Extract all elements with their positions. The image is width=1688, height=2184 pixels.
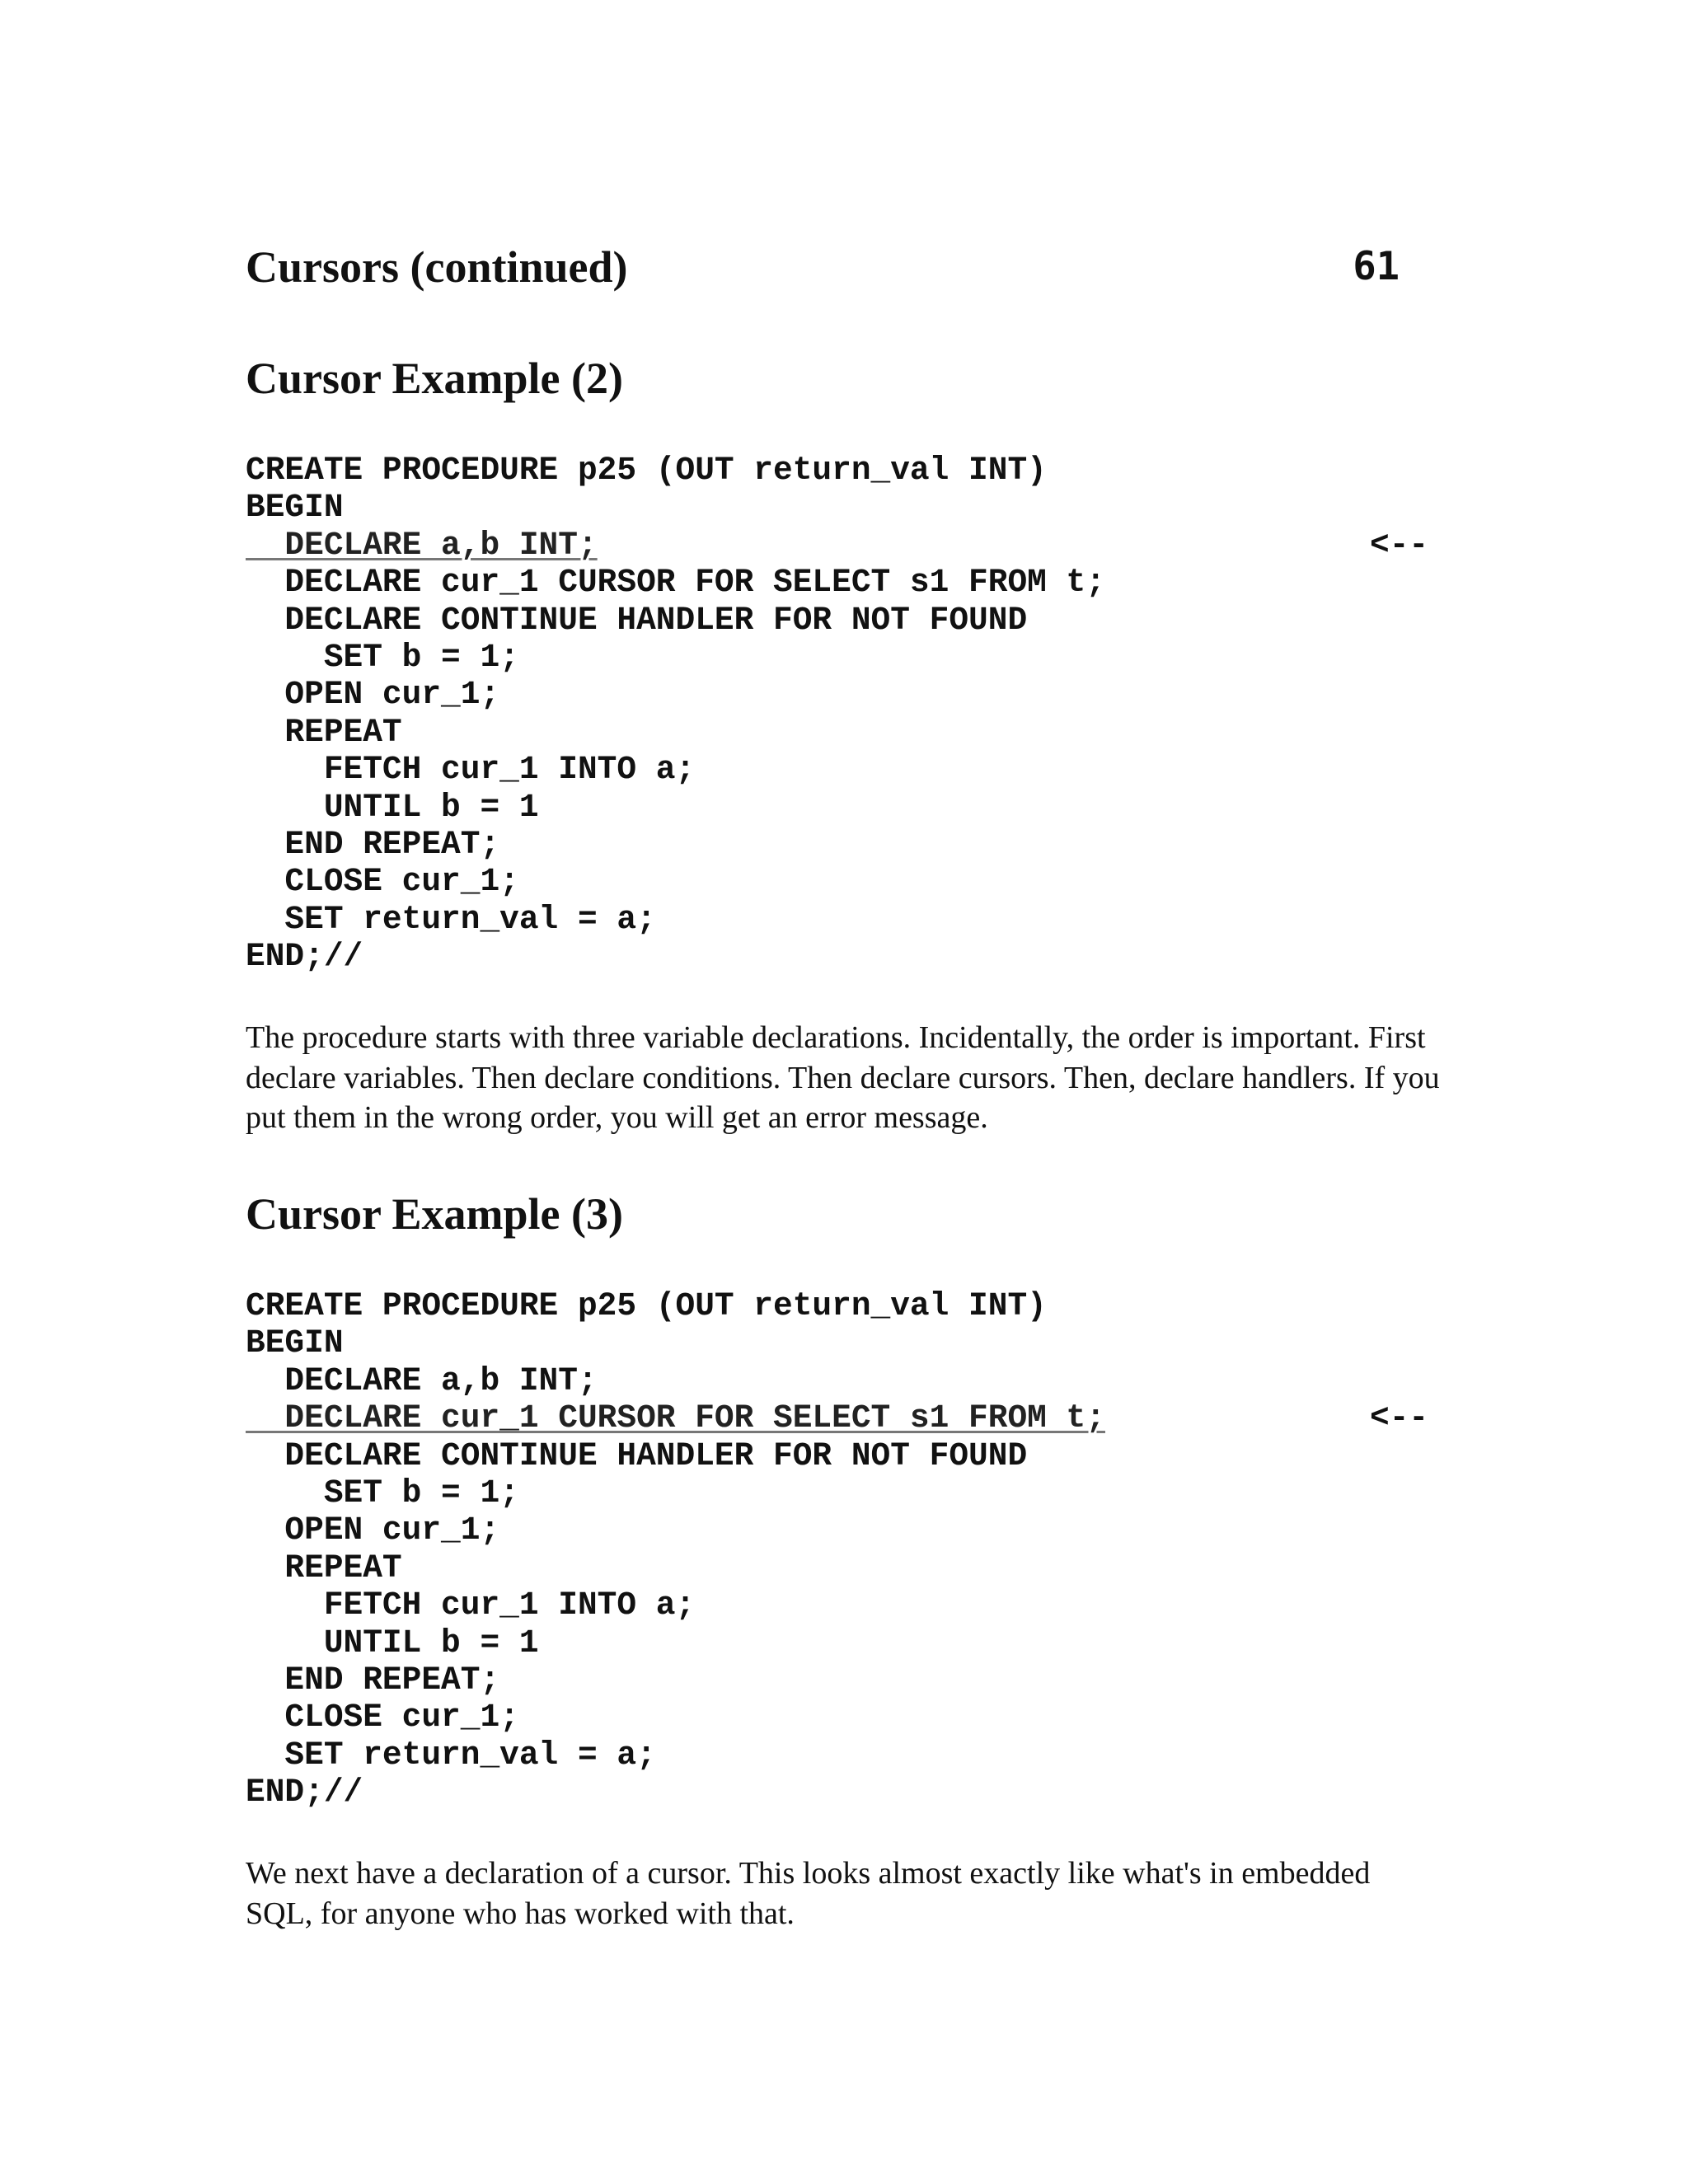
code-line [246, 1736, 1441, 1774]
code-line [246, 1549, 1441, 1586]
page-header [246, 234, 1424, 300]
code-line [246, 1287, 1441, 1324]
code-line [246, 564, 1441, 601]
code-line [246, 527, 1441, 564]
code-text: SET return_val = a; [246, 1736, 656, 1774]
code-block [246, 1287, 1441, 1811]
code-line [246, 676, 1441, 713]
code-text: CREATE PROCEDURE p25 (OUT return_val INT) [246, 1287, 1047, 1324]
code-text: BEGIN [246, 1324, 344, 1362]
code-line [246, 1624, 1441, 1661]
code-text: SET return_val = a; [246, 900, 656, 938]
code-line [246, 1774, 1441, 1811]
code-text: END REPEAT; [246, 825, 500, 863]
code-text: UNTIL b = 1 [246, 1624, 539, 1661]
code-line [246, 1586, 1441, 1624]
code-text: REPEAT [246, 1549, 402, 1586]
page-number: 61 [1353, 244, 1400, 289]
chapter-title: Cursors (continued) [246, 242, 628, 292]
code-text: FETCH cur_1 INTO a; [246, 1586, 696, 1624]
code-line [246, 714, 1441, 751]
section-title: Cursor Example (2) [246, 354, 623, 403]
code-line [246, 1324, 1441, 1361]
code-line [246, 826, 1441, 863]
section-title: Cursor Example (3) [246, 1189, 623, 1239]
code-text: REPEAT [246, 713, 402, 751]
code-line [246, 639, 1441, 676]
code-line [246, 1511, 1441, 1549]
code-text: SET b = 1; [246, 638, 519, 676]
code-text: DECLARE a,b INT; [246, 1361, 598, 1399]
code-line [246, 863, 1441, 900]
code-text: END;// [246, 938, 363, 976]
code-line [246, 452, 1441, 489]
code-text: SET b = 1; [246, 1474, 519, 1511]
code-text: OPEN cur_1; [246, 676, 500, 714]
highlighted-code-text: DECLARE a,b INT; [246, 526, 598, 564]
code-line [246, 1399, 1441, 1436]
code-line [246, 1661, 1441, 1699]
code-line [246, 1437, 1441, 1474]
explanation-paragraph: We next have a declaration of a cursor. This looks almost exactly like what's in embedded SQL, for anyone who has worked with that. [246, 1856, 1371, 1931]
code-text: DECLARE CONTINUE HANDLER FOR NOT FOUND [246, 1436, 1028, 1474]
code-text: CLOSE cur_1; [246, 1699, 519, 1736]
cursor-example-2-section [246, 349, 1441, 1138]
code-text: OPEN cur_1; [246, 1511, 500, 1549]
code-line [246, 602, 1441, 639]
code-text: BEGIN [246, 489, 344, 527]
highlighted-code-text: DECLARE cur_1 CURSOR FOR SELECT s1 FROM t; [246, 1399, 1105, 1437]
code-text: CREATE PROCEDURE p25 (OUT return_val INT) [246, 452, 1047, 489]
code-text: UNTIL b = 1 [246, 788, 539, 826]
code-text: CLOSE cur_1; [246, 863, 519, 901]
code-line [246, 1362, 1441, 1399]
code-line [246, 938, 1441, 975]
cursor-example-3-section [246, 1185, 1441, 1933]
arrow-marker: <-- [1370, 526, 1429, 564]
code-text: DECLARE CONTINUE HANDLER FOR NOT FOUND [246, 601, 1028, 639]
code-line [246, 489, 1441, 526]
code-text: FETCH cur_1 INTO a; [246, 751, 696, 789]
code-line [246, 751, 1441, 788]
code-text: END REPEAT; [246, 1661, 500, 1699]
explanation-paragraph: The procedure starts with three variable declarations. Incidentally, the order is important. First declare variables. Then declare conditions. Then declare cursors. Then, declare handlers. If you put them in the wrong order, you will get an error message. [246, 1020, 1440, 1136]
code-block [246, 452, 1441, 975]
code-line [246, 901, 1441, 938]
code-line [246, 1699, 1441, 1736]
code-text: DECLARE cur_1 CURSOR FOR SELECT s1 FROM t; [246, 564, 1105, 602]
code-text: END;// [246, 1774, 363, 1811]
code-line [246, 789, 1441, 826]
arrow-marker: <-- [1370, 1399, 1429, 1437]
code-line [246, 1474, 1441, 1511]
